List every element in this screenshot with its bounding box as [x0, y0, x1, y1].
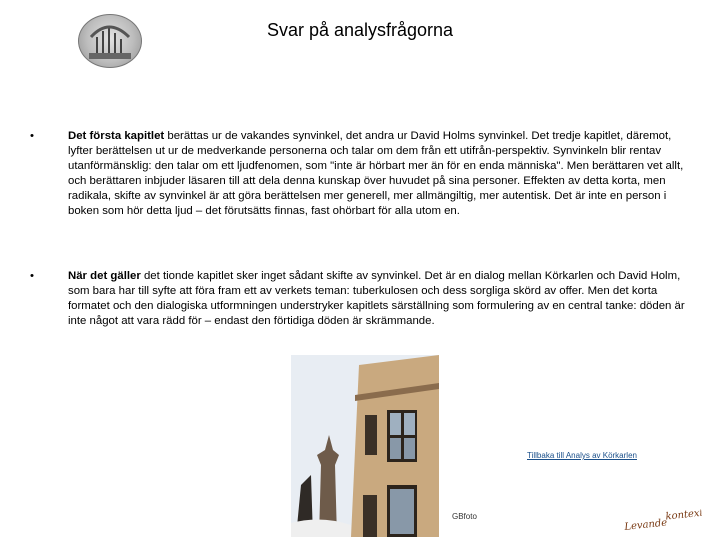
- bullet-body: berättas ur de vakandes synvinkel, det andra ur David Holms synvinkel. Det tredje kapitlet, däremot, lyfter berättelsen ut ur de medverkande personerna och talar om dem från ett utifrån-perspektiv. Synvinkeln blir rentav utanförmänsklig: den talar om ett ljudfenomen, som "inte är hörbart mer än för en enda människa". Men berättaren vet allt, och berättaren inbjuder läsaren till att dela denna kunskap över huvudet på sina personer. Effekten av detta korta, men radikala, skifte av synvinkel är att göra berättelsen mer generell, mer allmängiltig, mer autentisk. Det är inte en person i boken som hör detta ljud – det förutsätts finnas, fast ohörbart för alla utom en.: [68, 130, 684, 217]
- svg-text:kontext: kontext: [665, 507, 704, 523]
- brand-logo-icon: [621, 504, 703, 538]
- photo-credit: GBfoto: [452, 512, 477, 521]
- bullet-item-chapter-ten: [30, 269, 690, 329]
- header-logo: [78, 14, 142, 68]
- bullet-lead: När det gäller: [68, 270, 141, 282]
- bullet-marker: •: [30, 130, 34, 142]
- building-photo: [291, 355, 439, 537]
- bullet-text: [68, 129, 690, 219]
- tree-emblem-icon: [79, 15, 141, 67]
- svg-text:Levande: Levande: [623, 517, 668, 533]
- levande-kontext-logo: [621, 504, 703, 538]
- bullet-item-chapter-one: [30, 129, 690, 219]
- back-to-analysis-link[interactable]: Tillbaka till Analys av Körkarlen: [527, 451, 637, 460]
- building-image-icon: [291, 355, 439, 537]
- bullet-body: det tionde kapitlet sker inget sådant skifte av synvinkel. Det är en dialog mellan Körkarlen och David Holm, som bara har till syfte att föra fram ett av verkets teman: tuberkulosen och dess sorgliga skörd av offer. Men det korta formatet och den dialogiska utformningen understryker kapitlets särställning som formulering av en central tanke: döden är inte något att vara rädd för – endast den förtidiga döden är skrämmande.: [68, 270, 685, 327]
- page-title: Svar på analysfrågorna: [266, 20, 454, 40]
- bullet-text: [68, 269, 690, 329]
- bullet-marker: •: [30, 270, 34, 282]
- bullet-lead: Det första kapitlet: [68, 130, 165, 142]
